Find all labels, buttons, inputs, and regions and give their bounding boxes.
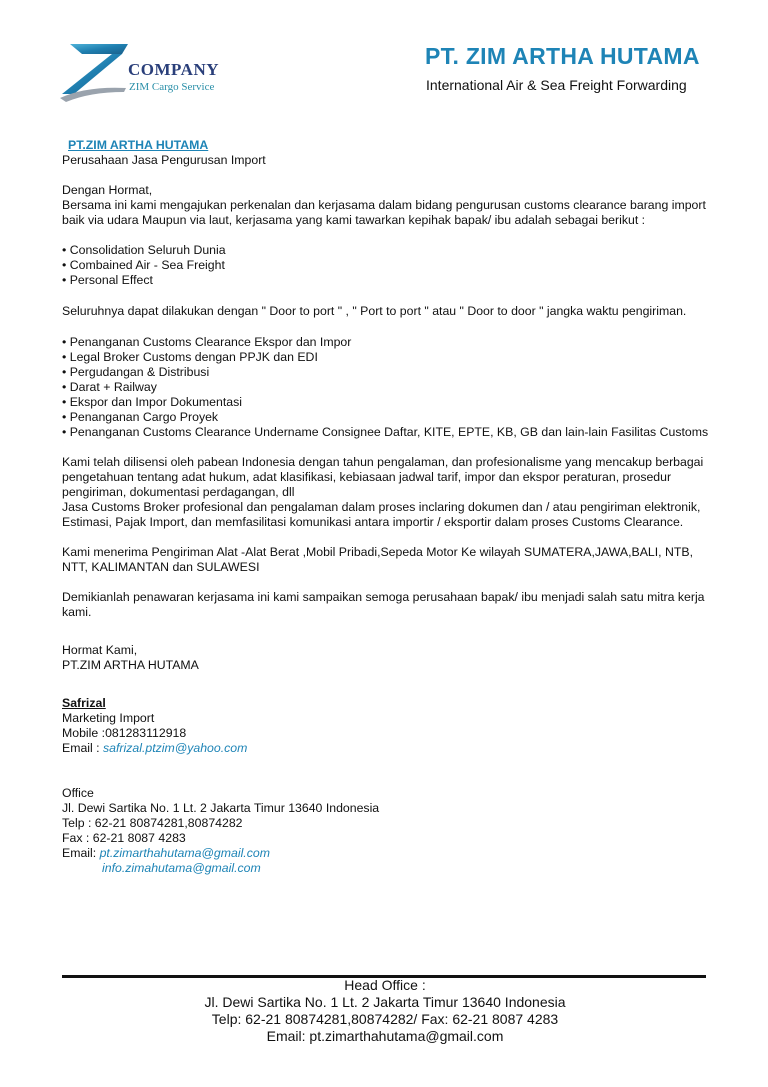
signature-email-link[interactable]: safrizal.ptzim@yahoo.com (103, 741, 248, 755)
mobile-number: 081283112918 (105, 726, 187, 740)
office-email-2 (62, 861, 712, 876)
company-name-link[interactable]: PT.ZIM ARTHA HUTAMA (68, 138, 209, 152)
office-telp: Telp : 62-21 80874281,80874282 (62, 816, 243, 830)
footer-address: Jl. Dewi Sartika No. 1 Lt. 2 Jakarta Timur 13640 Indonesia (204, 994, 566, 1010)
office-email-link-1[interactable]: pt.zimarthahutama@gmail.com (99, 846, 270, 860)
signature-mobile (62, 726, 712, 741)
email-label: Email : (62, 741, 103, 755)
footer-heading: Head Office : (344, 977, 426, 993)
services-list-2 (62, 335, 712, 440)
office-email-link-2[interactable]: info.zimahutama@gmail.com (102, 861, 261, 875)
signature-role: Marketing Import (62, 711, 155, 725)
list-item: • Pergudangan & Distribusi (62, 365, 712, 380)
door-paragraph: Seluruhnya dapat dilakukan dengan " Door to port " , " Port to port " atau " Door to door " jangka waktu pengiriman. (62, 304, 687, 318)
z-logo-icon (56, 40, 136, 106)
mobile-label: Mobile : (62, 726, 106, 740)
intro-paragraph: Bersama ini kami mengajukan perkenalan dan kerjasama dalam bidang pengurusan customs clearance barang import baik via udara Maupun via laut, kerjasama yang kami tawarkan kepihak bapak/ ibu adalah sebagai berikut : (62, 198, 706, 227)
list-item: • Penanganan Customs Clearance Ekspor dan Impor (62, 335, 712, 350)
greeting: Dengan Hormat, (62, 183, 153, 197)
license-paragraph-1: Kami telah dilisensi oleh pabean Indonesia dengan tahun pengalaman, dan profesionalisme yang mencakup berbagai pengetahuan tentang adat hukum, adat klasifikasi, kebiasaan jadwal tarif, impor dan ekspor peraturan, prosedur pengiriman, dokumentasi perdagangan, dll (62, 455, 704, 499)
list-item: • Legal Broker Customs dengan PPJK dan EDI (62, 350, 712, 365)
regards: Hormat Kami, (62, 643, 138, 657)
footer-email: Email: pt.zimarthahutama@gmail.com (266, 1028, 504, 1044)
signature-name: Safrizal (62, 696, 106, 710)
logo-company-text: COMPANY (128, 60, 219, 79)
list-item: • Darat + Railway (62, 380, 712, 395)
footer (150, 977, 620, 1045)
office-heading: Office (62, 786, 94, 800)
company-logo (56, 40, 246, 106)
accept-paragraph: Kami menerima Pengiriman Alat -Alat Berat ,Mobil Pribadi,Sepeda Motor Ke wilayah SUMATERA,JAWA,BALI, NTB, NTT, KALIMANTAN dan SULAWESI (62, 545, 694, 574)
list-item: • Combained Air - Sea Freight (62, 258, 712, 273)
header-subtitle: International Air & Sea Freight Forwarding (426, 77, 687, 93)
letter-body (62, 138, 712, 876)
office-email-label: Email: (62, 846, 100, 860)
signature-email (62, 741, 712, 756)
office-fax: Fax : 62-21 8087 4283 (62, 831, 186, 845)
list-item: • Ekspor dan Impor Dokumentasi (62, 395, 712, 410)
office-address: Jl. Dewi Sartika No. 1 Lt. 2 Jakarta Timur 13640 Indonesia (62, 801, 380, 815)
logo-subtitle: ZIM Cargo Service (129, 81, 215, 93)
list-item: • Penanganan Customs Clearance Undername Consignee Daftar, KITE, EPTE, KB, GB dan lain-lain Fasilitas Customs (62, 425, 712, 440)
list-item: • Penanganan Cargo Proyek (62, 410, 712, 425)
office-email (62, 846, 712, 861)
services-list-1 (62, 243, 712, 288)
regards-company: PT.ZIM ARTHA HUTAMA (62, 658, 199, 672)
footer-phone: Telp: 62-21 80874281,80874282/ Fax: 62-21 8087 4283 (211, 1011, 559, 1027)
list-item: • Personal Effect (62, 273, 712, 288)
license-paragraph-2: Jasa Customs Broker profesional dan pengalaman dalam proses inclaring dokumen dan / atau pengiriman elektronik, Estimasi, Pajak Import, dan memfasilitasi komunikasi antara importir / eksportir dalam proses Customs Clearance. (62, 500, 701, 529)
header-title: PT. ZIM ARTHA HUTAMA (425, 43, 700, 69)
company-description: Perusahaan Jasa Pengurusan Import (62, 153, 266, 167)
closing-paragraph: Demikianlah penawaran kerjasama ini kami sampaikan semoga perusahaan bapak/ ibu menjadi salah satu mitra kerja kami. (62, 590, 705, 619)
list-item: • Consolidation Seluruh Dunia (62, 243, 712, 258)
